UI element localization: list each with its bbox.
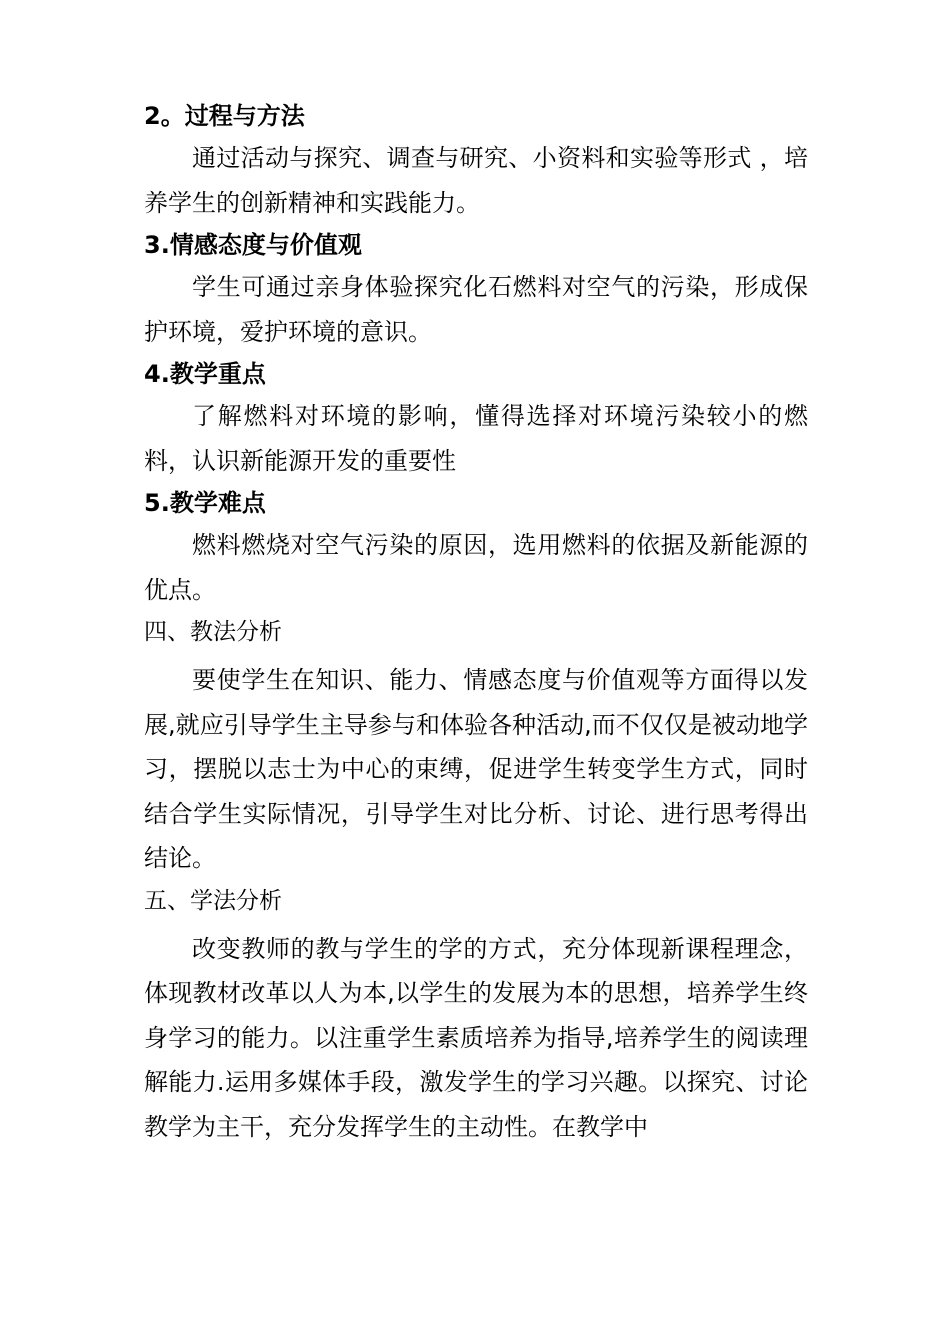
learning-method-text: 改变教师的教与学生的学的方式，充分体现新课程理念，体现教材改革以人为本,以学生的发展为本的思想，培养学生终身学习的能力。以注重学生素质培养为指导,培养学生的阅读理解能力.运用多媒体手段，激发学生的学习兴趣。以探究、讨论教学为主干，充分发挥学生的主动性。在教学中: [144, 934, 808, 1141]
teaching-method-text: 要使学生在知识、能力、情感态度与价值观等方面得以发展,就应引导学生主导参与和体验各种活动,而不仅仅是被动地学习，摆脱以志士为中心的束缚，促进学生转变学生方式，同时结合学生实际情况，引导学生对比分析、讨论、进行思考得出结论。: [144, 666, 808, 872]
section-text-key-points: 了解燃料对环境的影响，懂得选择对环境污染较小的燃料，认识新能源开发的重要性: [144, 402, 808, 475]
section-text-process-method: 通过活动与探究、调查与研究、小资料和实验等形式 ，培养学生的创新精神和实践能力。: [144, 144, 808, 217]
section-heading-difficulties: 5.教学难点: [144, 489, 266, 517]
learning-method-title: 五、学法分析: [144, 887, 282, 914]
section-heading-emotion-values: 3.情感态度与价值观: [144, 231, 362, 259]
section-text-emotion-values: 学生可通过亲身体验探究化石燃料对空气的污染，形成保护环境，爱护环境的意识。: [144, 273, 808, 346]
teaching-method-title: 四、教法分析: [144, 619, 282, 645]
document-page: [144, 96, 808, 1149]
section-heading-process-method: 2。过程与方法: [144, 102, 305, 130]
section-text-difficulties: 燃料燃烧对空气污染的原因，选用燃料的依据及新能源的优点。: [144, 531, 808, 604]
section-heading-key-points: 4.教学重点: [144, 360, 266, 388]
